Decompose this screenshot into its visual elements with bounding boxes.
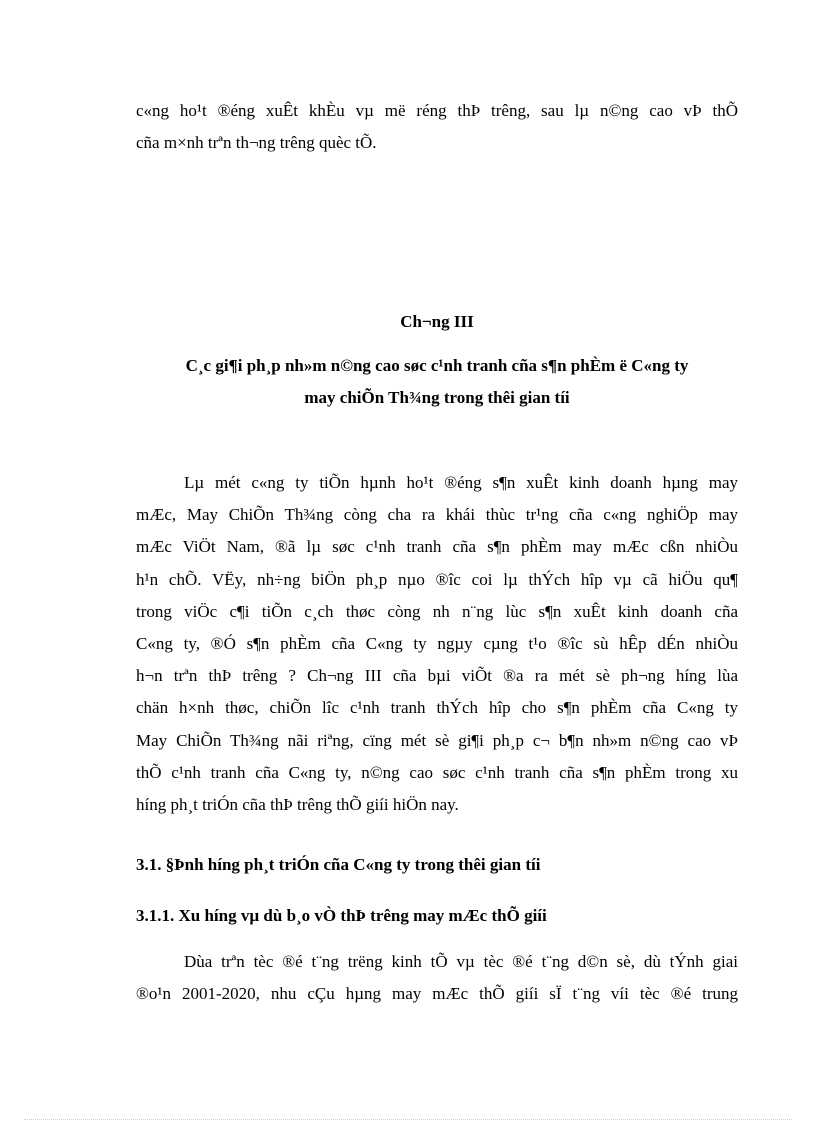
chapter-title	[136, 350, 738, 414]
text-line: cña m×nh trªn th¬ng trêng quèc tÕ.	[136, 133, 377, 153]
text-line: thÕ c¹nh tranh cña C«ng ty, n©ng cao søc c¹nh tranh cña s¶n phÈm trong xu	[136, 762, 738, 782]
chapter-label: Ch¬ng III	[400, 312, 474, 331]
text-line: ®o¹n 2001-2020, nhu cÇu hµng may mÆc thÕ giíi sÏ t¨ng víi tèc ®é trung	[136, 984, 738, 1004]
text-line: h¬n trªn thÞ trêng ? Ch¬ng III cña bµi viÕt ®a ra mét sè ph¬ng híng lùa	[136, 666, 738, 686]
text-line: chän h×nh thøc, chiÕn lîc c¹nh tranh thÝch hîp cho s¶n phÈm cña C«ng ty	[136, 698, 738, 718]
text-line: c«ng ho¹t ®éng xuÊt khÈu vµ më réng thÞ trêng, sau lµ n©ng cao vÞ thÕ	[136, 101, 738, 120]
text-line: Lµ mét c«ng ty tiÕn hµnh ho¹t ®éng s¶n xuÊt kinh doanh hµng may	[184, 473, 738, 492]
text-line: mÆc, May ChiÕn Th¾ng còng cha ra khái thùc tr¹ng cña c«ng nghiÖp may	[136, 505, 738, 525]
page-bottom-divider	[24, 1119, 792, 1120]
text-line: C«ng ty, ®Ó s¶n phÈm cña C«ng ty ngµy cµng t¹o ®îc sù hÊp dÉn nhiÒu	[136, 634, 738, 654]
text-line: May ChiÕn Th¾ng nãi riªng, cïng mét sè gi¶i ph¸p c¬ b¶n nh»m n©ng cao vÞ	[136, 730, 738, 750]
text-line: híng ph¸t triÓn cña thÞ trêng thÕ giíi hiÖn nay.	[136, 795, 459, 815]
text-line: Dùa trªn tèc ®é t¨ng trëng kinh tÕ vµ tèc ®é t¨ng d©n sè, dù tÝnh giai	[184, 952, 738, 971]
chapter-title-line: C¸c gi¶i ph¸p nh»m n©ng cao søc c¹nh tranh cña s¶n phÈm ë C«ng ty	[185, 356, 689, 375]
section-heading-3-1-1: 3.1.1. Xu híng vµ dù b¸o vÒ thÞ trêng may mÆc thÕ giíi	[136, 906, 547, 925]
intro-paragraph	[136, 95, 738, 159]
section-heading-3-1: 3.1. §Þnh híng ph¸t triÓn cña C«ng ty trong thêi gian tíi	[136, 855, 541, 874]
body-paragraph	[136, 467, 738, 821]
text-line: h¹n chÕ. VËy, nh÷ng biÖn ph¸p nµo ®îc coi lµ thÝch hîp vµ cã hiÖu qu¶	[136, 569, 738, 589]
text-line: mÆc ViÖt Nam, ®ã lµ søc c¹nh tranh cña s¶n phÈm may mÆc cßn nhiÒu	[136, 537, 738, 557]
chapter-title-line: may chiÕn Th¾ng trong thêi gian tíi	[304, 388, 570, 407]
section-paragraph	[136, 946, 738, 1010]
text-line: trong viÖc c¶i tiÕn c¸ch thøc còng nh n¨ng lùc s¶n xuÊt kinh doanh cña	[136, 601, 738, 621]
